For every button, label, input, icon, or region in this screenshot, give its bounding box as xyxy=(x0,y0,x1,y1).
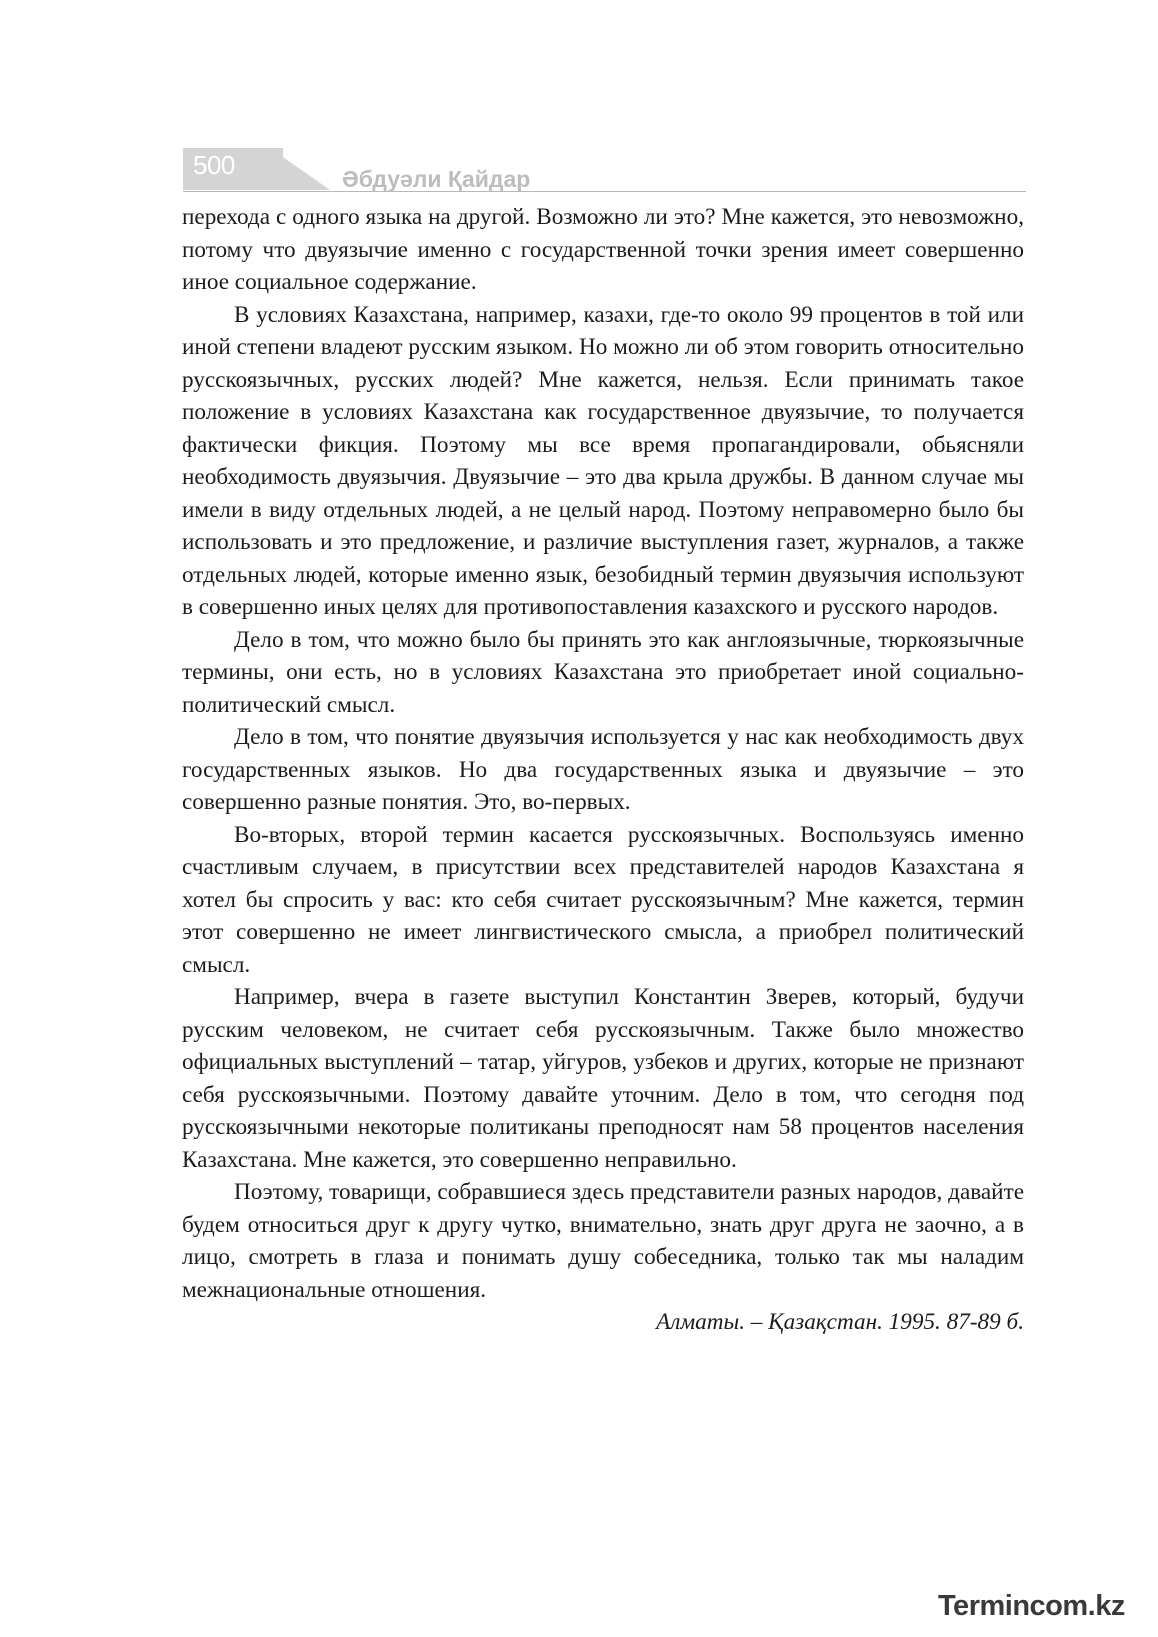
running-header-author: Әбдуәли Қайдар xyxy=(342,166,531,192)
paragraph: перехода с одного языка на другой. Возможно ли это? Мне кажется, это невозможно, потому что двуязычие именно с государственной точки зрения имеет совершенно иное социальное содержание. xyxy=(182,204,1024,295)
paragraph: В условиях Казахстана, например, казахи, где-то около 99 процентов в той или иной степени владеют русским языком. Но можно ли об этом говорить относительно русскоязычных, русских людей? Мне кажется, нельзя. Если принимать такое положение в условиях Казахстана как государственное двуязычие, то получается фактически фикция. Поэтому мы все время пропагандировали, обьясняли необходимость двуязычия. Двуязычие – это два крыла дружбы. В данном случае мы имели в виду отдельных людей, а не целый народ. Поэтому неправомерно было бы использовать и это предложение, и различие выступления газет, журналов, а также отдельных людей, которые именно язык, безобидный термин двуязычия используют в совершенно иных целях для противопоставления казахского и русского народов. xyxy=(182,301,1024,620)
watermark-logo: Termincom.kz xyxy=(938,1590,1125,1622)
paragraph: Во-вторых, второй термин касается русскоязычных. Воспользуясь именно счастливым случаем, в присутствии всех представителей народов Казахстана я хотел бы спросить у вас: кто себя считает русскоязычным? Мне кажется, термин этот совершенно не имеет лингвистического смысла, а приобрел политический смысл. xyxy=(182,821,1024,978)
page-number: 500 xyxy=(193,150,235,180)
page-header xyxy=(0,0,1158,200)
paragraph: Дело в том, что можно было бы принять это как англоязычные, тюркоязычные термины, они есть, но в условиях Казахстана это приобретает иной социально-политический смысл. xyxy=(182,626,1024,718)
body-text xyxy=(182,201,1024,1339)
paragraph: Поэтому, товарищи, собравшиеся здесь представители разных народов, давайте будем относиться друг к другу чутко, внимательно, знать друг друга не заочно, а в лицо, смотреть в глаза и понимать душу собеседника, только так мы наладим межнациональные отношения. xyxy=(182,1179,1024,1303)
paragraph: Например, вчера в газете выступил Константин Зверев, который, будучи русским человеком, не считает себя русскоязычным. Также было множество официальных выступлений – татар, уйгуров, узбеков и других, которые не признают себя русскоязычными. Поэтому давайте уточним. Дело в том, что сегодня под русскоязычными некоторые политиканы преподносят нам 58 процентов населения Казахстана. Мне кажется, это совершенно неправильно. xyxy=(182,984,1024,1173)
source-citation: Алматы. – Қазақстан. 1995. 87-89 б. xyxy=(656,1309,1024,1335)
paragraph: Дело в том, что понятие двуязычия используется у нас как необходимость двух государственных языков. Но два государственных языка и двуязычие – это совершенно разные понятия. Это, во-первых. xyxy=(182,724,1024,815)
header-rule xyxy=(183,191,1026,192)
page-number-tab-wedge xyxy=(270,148,330,190)
